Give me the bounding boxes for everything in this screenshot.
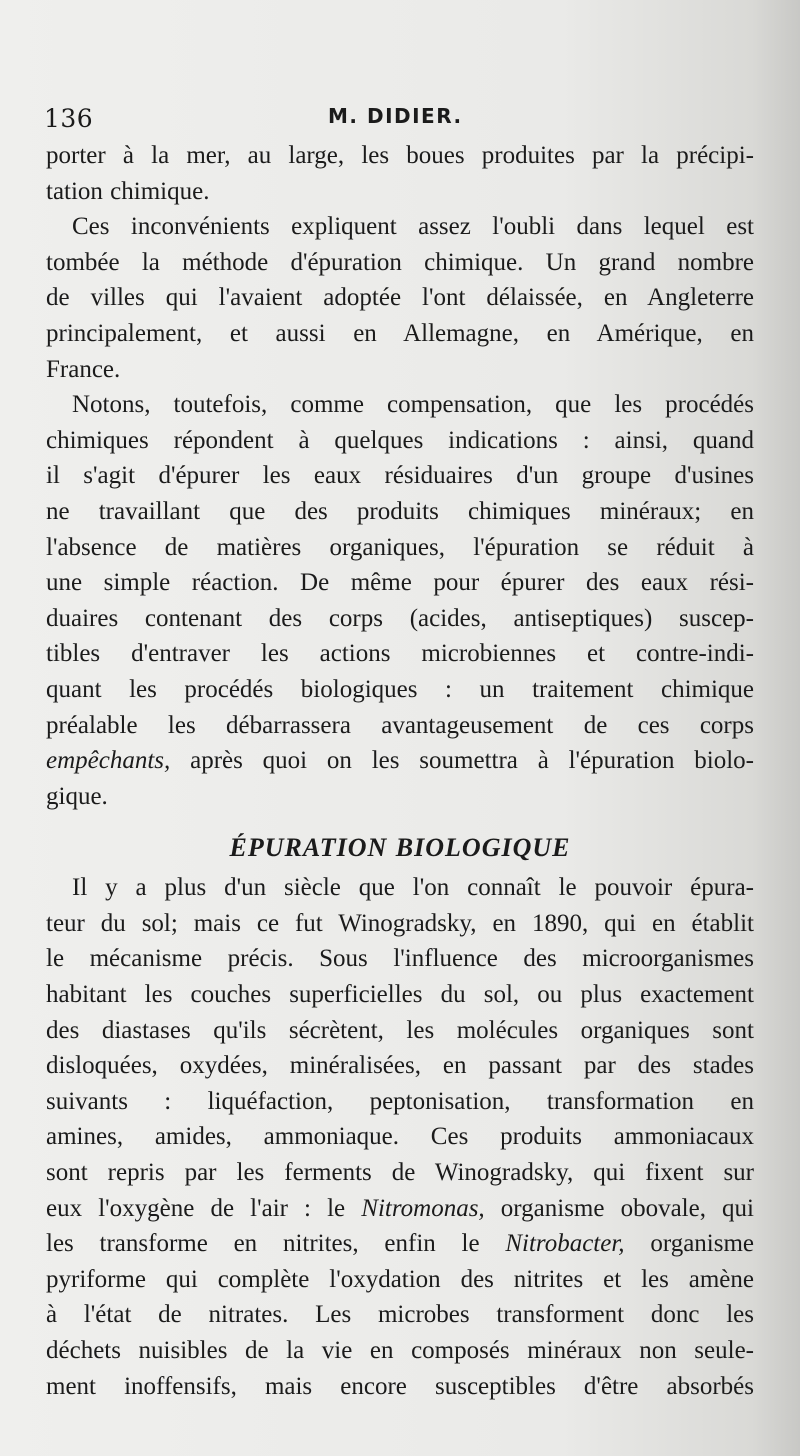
text-fragment: après quoi on les soumettra à l'épuration biolo- (170, 747, 754, 775)
text-line: l'absence de matières organiques, l'épuration se réduit à (46, 533, 754, 561)
text-line: tation chimique. (46, 177, 210, 205)
paragraph-1 (46, 138, 754, 209)
text-line: Ces inconvénients expliquent assez l'oubli dans lequel est (72, 213, 754, 241)
paragraph-4 (46, 870, 754, 1404)
text-line: Il y a plus d'un siècle que l'on connaît le pouvoir épura- (72, 874, 754, 902)
text-line: duaires contenant des corps (acides, antiseptiques) suscep- (46, 604, 754, 632)
text-line: sont repris par les ferments de Winogradsky, qui fixent sur (46, 1159, 754, 1187)
italic-word: Nitrobacter, (505, 1230, 625, 1258)
text-line: suivants : liquéfaction, peptonisation, transformation en (46, 1087, 754, 1115)
text-line: chimiques répondent à quelques indications : ainsi, quand (46, 426, 754, 454)
text-line (46, 743, 754, 779)
text-line: une simple réaction. De même pour épurer des eaux rési- (46, 569, 754, 597)
page-header (44, 100, 764, 136)
text-fragment: organisme (624, 1230, 755, 1258)
text-line: de villes qui l'avaient adoptée l'ont délaissée, en Angleterre (46, 284, 754, 312)
text-line: disloquées, oxydées, minéralisées, en passant par des stades (46, 1052, 754, 1080)
text-fragment: eux l'oxygène de l'air : le (46, 1194, 362, 1222)
text-line: France. (46, 355, 121, 383)
paragraph-2 (46, 209, 754, 387)
text-line: ne travaillant que des produits chimiques minéraux; en (46, 497, 754, 525)
text-line: quant les procédés biologiques : un traitement chimique (46, 675, 754, 703)
body-text (46, 138, 754, 1404)
text-line: habitant les couches superficielles du sol, ou plus exactement (46, 981, 754, 1009)
paragraph-3 (46, 387, 754, 814)
text-line (46, 1226, 754, 1262)
text-line: ment inoffensifs, mais encore susceptibles d'être absorbés (46, 1372, 754, 1400)
text-line (46, 1191, 754, 1227)
text-line: gique. (46, 782, 108, 810)
text-line: le mécanisme précis. Sous l'influence des microorganismes (46, 945, 754, 973)
text-line: tombée la méthode d'épuration chimique. Un grand nombre (46, 248, 754, 276)
text-line: pyriforme qui complète l'oxydation des nitrites et les amène (46, 1265, 754, 1293)
italic-word: Nitromonas, (361, 1194, 485, 1222)
text-line: préalable les débarrassera avantageusement de ces corps (46, 711, 754, 739)
text-line: teur du sol; mais ce fut Winogradsky, en 1890, qui en établit (46, 909, 754, 937)
text-line: tibles d'entraver les actions microbiennes et contre-indi- (46, 640, 754, 668)
italic-word: empêchants, (46, 747, 171, 775)
text-line: déchets nuisibles de la vie en composés minéraux non seule- (46, 1337, 754, 1364)
text-line: à l'état de nitrates. Les microbes transforment donc les (46, 1301, 754, 1329)
text-fragment: organisme obovale, qui (484, 1194, 754, 1222)
text-line: porter à la mer, au large, les boues produites par la précipi- (46, 142, 754, 169)
text-line: principalement, et aussi en Allemagne, en Amérique, en (46, 319, 754, 347)
page-number: 136 (44, 104, 94, 133)
text-fragment: les transforme en nitrites, enfin le (46, 1230, 506, 1258)
text-line: amines, amides, ammoniaque. Ces produits ammoniacaux (46, 1123, 754, 1151)
text-line: Notons, toutefois, comme compensation, que les procédés (72, 391, 754, 419)
text-line: il s'agit d'épurer les eaux résiduaires d'un groupe d'usines (46, 462, 754, 490)
running-head: M. DIDIER. (328, 104, 463, 128)
text-line: des diastases qu'ils sécrètent, les molécules organiques sont (46, 1016, 754, 1044)
section-title: ÉPURATION BIOLOGIQUE (229, 833, 571, 863)
